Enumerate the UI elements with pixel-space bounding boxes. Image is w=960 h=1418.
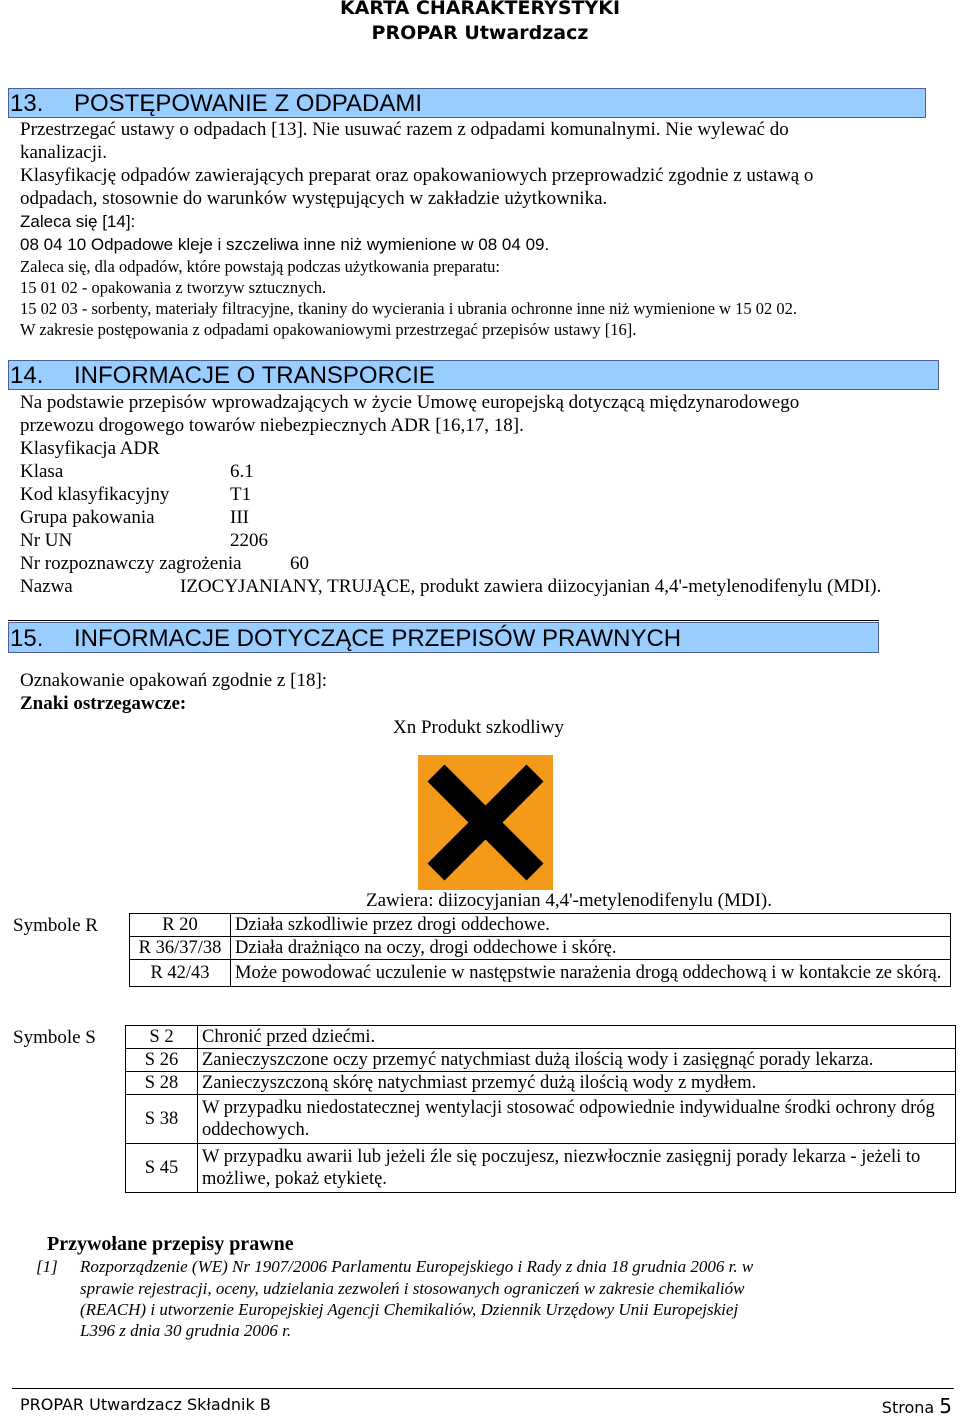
s13-line: W zakresie postępowania z odpadami opakowaniowymi przestrzegać przepisów ustawy [16]. [20,320,637,339]
symbole-s-label: Symbole S [13,1027,96,1048]
page-number [882,1394,952,1418]
s-text: W przypadku niedostatecznej wentylacji stosować odpowiednie indywidualne środki ochrony dróg oddechowych. [198,1095,956,1144]
un-label: Nr UN [20,530,73,551]
section-14-heading [8,360,939,390]
footer-product: PROPAR Utwardzacz Składnik B [20,1395,271,1414]
s-text: Chronić przed dziećmi. [198,1026,956,1049]
section-title: INFORMACJE O TRANSPORCIE [74,362,435,389]
r-code: R 36/37/38 [130,937,231,960]
r-phrases-table [129,913,951,987]
grupa-label: Grupa pakowania [20,507,155,528]
section-title: INFORMACJE DOTYCZĄCE PRZEPISÓW PRAWNYCH [74,625,682,652]
s-code: S 26 [126,1049,198,1072]
s-text: Zanieczyszczoną skórę natychmiast przemyć dużą ilością wody z mydłem. [198,1072,956,1095]
section-title: POSTĘPOWANIE Z ODPADAMI [74,90,423,117]
footer-rule [12,1388,954,1389]
s-code: S 28 [126,1072,198,1095]
s13-line: Zaleca się [14]: [20,212,136,231]
s13-line: Przestrzegać ustawy o odpadach [13]. Nie usuwać razem z odpadami komunalnymi. Nie wylewać do [20,119,789,140]
r-code: R 20 [130,914,231,937]
s13-line: 08 04 10 Odpadowe kleje i szczeliwa inne niż wymienione w 08 04 09. [20,235,550,254]
s14-line: przewozu drogowego towarów niebezpiecznych ADR [16,17, 18]. [20,415,524,436]
section-13-heading [8,88,926,118]
section-number: 13. [10,90,44,117]
s13-line: 15 02 03 - sorbenty, materiały filtracyjne, tkaniny do wycierania i ubrania ochronne inne niż wymienione w 15 02 02. [20,299,797,318]
s-phrases-table [125,1025,956,1193]
rozp-value: 60 [290,553,309,574]
ref-line: Rozporządzenie (WE) Nr 1907/2006 Parlamentu Europejskiego i Rady z dnia 18 grudnia 2006 r. w [80,1257,754,1276]
section-rule [8,620,879,621]
table-row [126,1049,956,1072]
ref-line: sprawie rejestracji, oceny, udzielania zezwoleń i stosowanych ograniczeń w zakresie chemikaliów [80,1279,745,1298]
r-text: Działa szkodliwie przez drogi oddechowe. [231,914,951,937]
table-row [130,937,951,960]
document-title: KARTA CHARAKTERYSTYKI [339,0,621,19]
s-code: S 38 [126,1095,198,1144]
table-row [126,1095,956,1144]
section-15-heading [8,622,879,653]
znaki-label: Znaki ostrzegawcze: [20,693,187,714]
przywolane-heading: Przywołane przepisy prawne [47,1233,294,1255]
ref-line: L396 z dnia 30 grudnia 2006 r. [80,1321,292,1340]
oznakowanie-text: Oznakowanie opakowań zgodnie z [18]: [20,670,328,691]
un-value: 2206 [230,530,268,551]
adr-heading: Klasyfikacja ADR [20,438,160,459]
nazwa-value: IZOCYJANIANY, TRUJĄCE, produkt zawiera diizocyjanian 4,4'-metylenodifenylu (MDI). [180,576,882,597]
klasa-value: 6.1 [230,461,254,482]
s13-line: Zaleca się, dla odpadów, które powstają podczas użytkowania preparatu: [20,257,500,276]
zawiera-text: Zawiera: diizocyjanian 4,4'-metylenodifenylu (MDI). [366,890,772,911]
table-row [126,1144,956,1193]
s13-line: odpadach, stosownie do warunków występujących w zakładzie użytkownika. [20,188,608,209]
section-number: 14. [10,362,44,389]
s-code: S 45 [126,1144,198,1193]
symbole-r-label: Symbole R [13,915,98,936]
s13-line: Klasyfikację odpadów zawierających preparat oraz opakowaniowych przeprowadzić zgodnie z ustawą o [20,165,814,186]
s13-line: 15 01 02 - opakowania z tworzyw sztucznych. [20,278,327,297]
table-row [130,914,951,937]
r-text: Działa drażniąco na oczy, drogi oddechowe i skórę. [231,937,951,960]
kod-label: Kod klasyfikacyjny [20,484,170,505]
nazwa-label: Nazwa [20,576,73,597]
r-code: R 42/43 [130,960,231,987]
s-code: S 2 [126,1026,198,1049]
kod-value: T1 [230,484,252,505]
s-text: W przypadku awarii lub jeżeli źle się poczujesz, niezwłocznie zasięgnij porady lekarza - jeżeli to możliwe, pokaż etykietę. [198,1144,956,1193]
r-text: Może powodować uczulenie w następstwie narażenia drogą oddechową i w kontakcie ze skórą. [231,960,951,987]
xn-label: Xn Produkt szkodliwy [393,717,564,738]
page-num: 5 [939,1394,952,1418]
ref-line: (REACH) i utworzenie Europejskiej Agencji Chemikaliów, Dziennik Urzędowy Unii Europejskiej [80,1300,739,1319]
harmful-cross-icon [418,755,553,890]
ref-number: [1] [36,1257,58,1276]
s-text: Zanieczyszczone oczy przemyć natychmiast dużą ilością wody i zasięgnąć porady lekarza. [198,1049,956,1072]
product-name: PROPAR Utwardzacz [371,22,589,44]
klasa-label: Klasa [20,461,64,482]
table-row [126,1026,956,1049]
section-number: 15. [10,625,44,652]
s13-line: kanalizacji. [20,142,108,163]
page-label: Strona [881,1398,935,1417]
table-row [130,960,951,987]
s14-line: Na podstawie przepisów wprowadzających w życie Umowę europejską dotyczącą międzynarodowego [20,392,800,413]
table-row [126,1072,956,1095]
rozp-label: Nr rozpoznawczy zagrożenia [20,553,242,574]
grupa-value: III [230,507,249,528]
